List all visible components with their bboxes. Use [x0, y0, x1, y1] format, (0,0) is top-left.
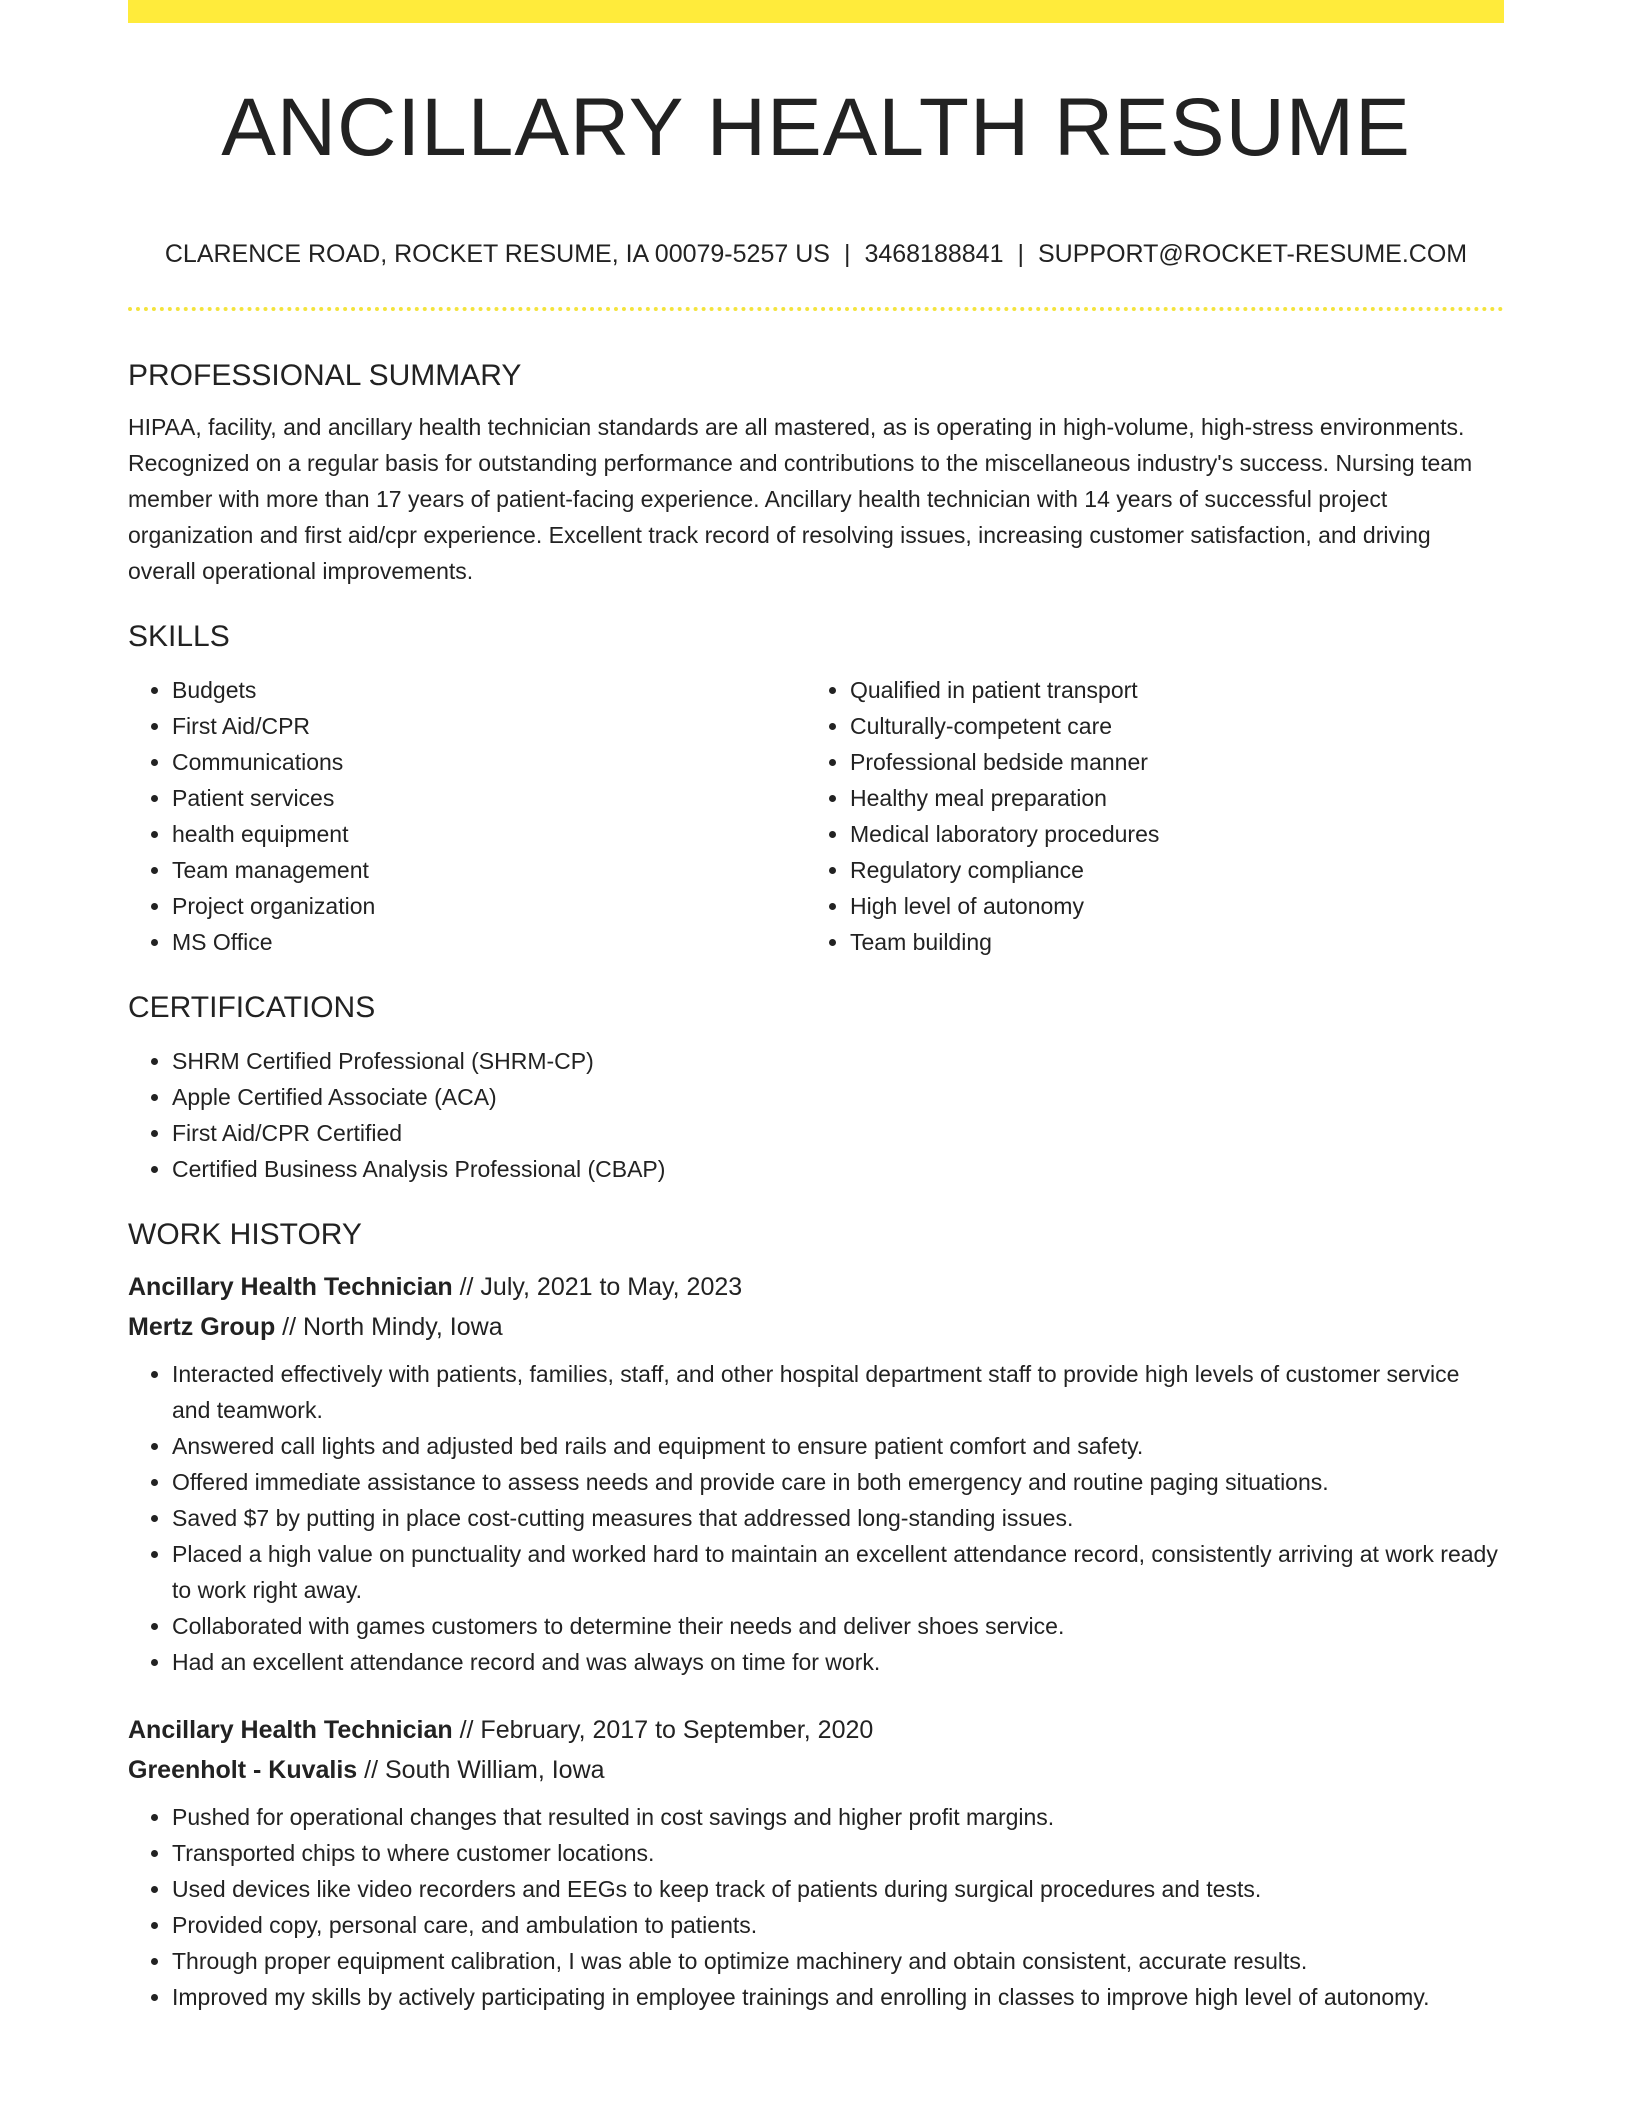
separator: |: [843, 240, 851, 268]
certification-item: • Apple Certified Associate (ACA): [172, 1079, 1504, 1115]
certification-item: • SHRM Certified Professional (SHRM-CP): [172, 1043, 1504, 1079]
job-entry: [128, 1267, 1504, 1680]
job-role: Ancillary Health Technician: [128, 1716, 453, 1744]
address: CLARENCE ROAD, ROCKET RESUME, IA 00079-5257 US: [164, 240, 830, 268]
skill-item: • MS Office: [172, 924, 806, 960]
job-bullet-list: [128, 1799, 1504, 2015]
job-bullet: • Interacted effectively with patients, families, staff, and other hospital department staff to provide high levels of customer service and teamwork.: [172, 1356, 1504, 1428]
summary-heading: PROFESSIONAL SUMMARY: [128, 359, 522, 392]
skill-item: • Communications: [172, 744, 806, 780]
job-dates: // February, 2017 to September, 2020: [459, 1716, 874, 1744]
skill-item: • High level of autonomy: [850, 888, 1484, 924]
skill-item: • health equipment: [172, 816, 806, 852]
job-bullet: • Used devices like video recorders and EEGs to keep track of patients during surgical procedures and tests.: [172, 1871, 1504, 1907]
skill-item: • Team management: [172, 852, 806, 888]
job-bullet: • Transported chips to where customer locations.: [172, 1835, 1504, 1871]
job-location: // North Mindy, Iowa: [282, 1313, 503, 1341]
job-location: // South William, Iowa: [364, 1756, 605, 1784]
job-role: Ancillary Health Technician: [128, 1273, 453, 1301]
job-bullet: • Placed a high value on punctuality and worked hard to maintain an excellent attendance record, consistently arriving at work ready to work right away.: [172, 1536, 1504, 1608]
job-bullet: • Answered call lights and adjusted bed rails and equipment to ensure patient comfort and safety.: [172, 1428, 1504, 1464]
skill-item: • Budgets: [172, 672, 806, 708]
skill-item: • Project organization: [172, 888, 806, 924]
resume-title: ANCILLARY HEALTH RESUME: [221, 82, 1411, 173]
skills-list-right: [806, 672, 1484, 960]
accent-bar: [128, 0, 1504, 23]
job-bullet: • Offered immediate assistance to assess needs and provide care in both emergency and routine paging situations.: [172, 1464, 1504, 1500]
job-bullet: • Had an excellent attendance record and was always on time for work.: [172, 1644, 1504, 1680]
job-company-line: [128, 1307, 1504, 1347]
summary-text: HIPAA, facility, and ancillary health technician standards are all mastered, as is operating in high-volume, high-stress environments. Recognized on a regular basis for outstanding performance and contributions to the miscellaneous industry's success. Nursing team member with more than 17 years of patient-facing experience. Ancillary health technician with 14 years of successful project organization and first aid/cpr experience. Excellent track record of resolving issues, increasing customer satisfaction, and driving overall operational improvements.: [128, 414, 1473, 584]
email: SUPPORT@ROCKET-RESUME.COM: [1037, 240, 1468, 268]
skill-item: • Team building: [850, 924, 1484, 960]
job-bullet: • Improved my skills by actively participating in employee trainings and enrolling in classes to improve high level of autonomy.: [172, 1979, 1504, 2015]
skill-item: • Culturally-competent care: [850, 708, 1484, 744]
skill-item: • Professional bedside manner: [850, 744, 1484, 780]
job-company-line: [128, 1750, 1504, 1790]
skill-item: • First Aid/CPR: [172, 708, 806, 744]
contact-line: [128, 236, 1504, 272]
job-bullet: • Provided copy, personal care, and ambulation to patients.: [172, 1907, 1504, 1943]
certifications-list: [128, 1043, 1504, 1187]
certifications-heading: CERTIFICATIONS: [128, 991, 376, 1024]
skills-list-left: [128, 672, 806, 960]
job-bullet: • Pushed for operational changes that resulted in cost savings and higher profit margins.: [172, 1799, 1504, 1835]
skill-item: • Qualified in patient transport: [850, 672, 1484, 708]
job-bullet: • Collaborated with games customers to determine their needs and deliver shoes service.: [172, 1608, 1504, 1644]
job-title-line: [128, 1710, 1504, 1750]
skill-item: • Regulatory compliance: [850, 852, 1484, 888]
certification-item: • First Aid/CPR Certified: [172, 1115, 1504, 1151]
job-title-line: [128, 1267, 1504, 1307]
skill-item: • Patient services: [172, 780, 806, 816]
resume-content: [128, 350, 1504, 2015]
job-company: Greenholt - Kuvalis: [128, 1756, 358, 1784]
work-history-heading: WORK HISTORY: [128, 1218, 362, 1251]
job-entry: [128, 1710, 1504, 2015]
job-bullet: • Through proper equipment calibration, I was able to optimize machinery and obtain consistent, accurate results.: [172, 1943, 1504, 1979]
skills-columns: [128, 672, 1504, 960]
skill-item: • Medical laboratory procedures: [850, 816, 1484, 852]
separator: |: [1017, 240, 1024, 268]
job-bullet-list: [128, 1356, 1504, 1680]
job-company: Mertz Group: [128, 1313, 276, 1341]
dotted-divider: [128, 307, 1504, 311]
certification-item: • Certified Business Analysis Professional (CBAP): [172, 1151, 1504, 1187]
job-dates: // July, 2021 to May, 2023: [459, 1273, 743, 1301]
skill-item: • Healthy meal preparation: [850, 780, 1484, 816]
skills-heading: SKILLS: [128, 620, 230, 653]
phone: 3468188841: [864, 240, 1004, 268]
job-bullet: • Saved $7 by putting in place cost-cutting measures that addressed long-standing issues.: [172, 1500, 1504, 1536]
